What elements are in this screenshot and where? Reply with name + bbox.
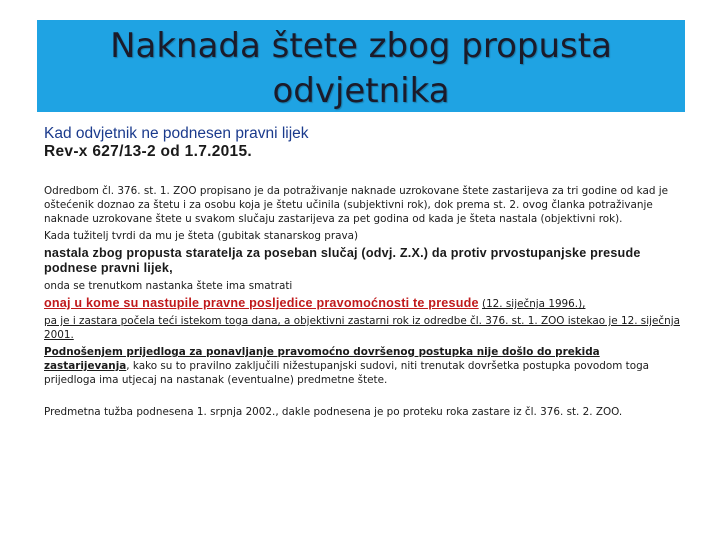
slide-title: Naknada štete zbog propusta odvjetnika	[110, 26, 612, 111]
paragraph-lawsuit: Predmetna tužba podnesena 1. srpnja 2002., dakle podnesena je po proteku roka zastare iz čl. 376. st. 2. ZOO.	[44, 406, 623, 418]
paragraph-statute: Odredbom čl. 376. st. 1. ZOO propisano je da potraživanje naknade uzrokovane štete zastarijeva za tri godine od kad je oštećenik doznao za štetu i za osobu koja je štetu učinila (subjektivni rok), dok prema st. 2. ovog članka potraživanje naknade uzrokovane štete u svakom slučaju zastarijeva za pet godina od kada je šteta nastala (objektivni rok).	[44, 185, 669, 225]
subtitle-case-number: Rev-x 627/13-2 od 1.7.2015.	[44, 143, 253, 160]
paragraph-reopening	[44, 345, 684, 387]
paragraph-claim: Kada tužitelj tvrdi da mu je šteta (gubitak stanarskog prava)	[44, 230, 359, 242]
subtitle-line-1: Kad odvjetnik ne podnesen pravni lijek	[44, 125, 309, 142]
date-judgment: (12. siječnja 1996.),	[482, 298, 586, 310]
paragraph-cause: nastala zbog propusta staratelja za poseban slučaj (odvj. Z.X.) da protiv prvostupanjske presude podnese pravni lijek,	[44, 246, 641, 275]
subtitle-block	[44, 125, 684, 161]
paragraph-moment: onda se trenutkom nastanka štete ima smatrati	[44, 280, 293, 292]
title-band	[37, 20, 685, 112]
emphasis-reopening: Podnošenjem prijedloga za ponavljanje pravomoćno dovršenog postupka nije došlo do prekida zastarijevanja	[44, 346, 600, 372]
paragraph-reopening-rest: , kako su to pravilno zaključili nižestupanjski sudovi, niti trenutak dovršetka postupka povodom toga prijedloga ima utjecaj na nastanak (eventualne) predmetne štete.	[44, 360, 650, 386]
paragraph-limitation: pa je i zastara počela teći istekom toga dana, a objektivni zastarni rok iz odredbe čl. 376. st. 1. ZOO istekao je 12. siječnja 2001.	[44, 315, 680, 341]
emphasis-legal-effect: onaj u kome su nastupile pravne posljedice pravomoćnosti te presude	[44, 296, 479, 310]
body-text	[44, 184, 684, 419]
paragraph-legal-effect	[44, 296, 684, 311]
